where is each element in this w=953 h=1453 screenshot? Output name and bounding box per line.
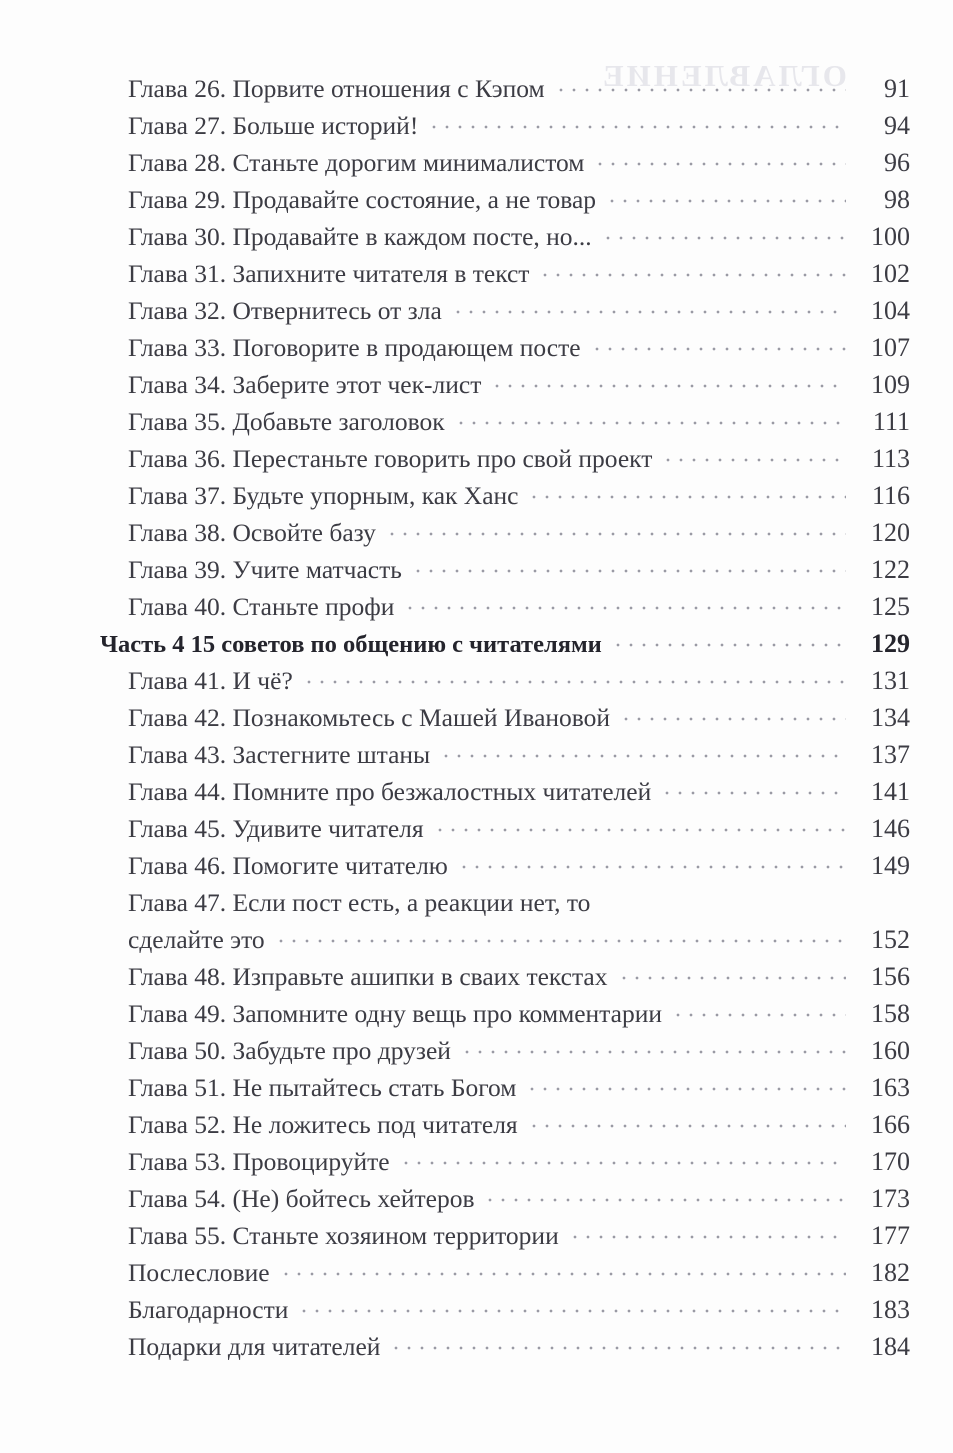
dot-leader — [532, 1123, 846, 1129]
toc-entry-label: Глава 31. Запихните читателя в текст — [128, 259, 530, 288]
toc-page-number: 129 — [871, 629, 910, 658]
dot-leader — [438, 827, 846, 833]
toc-entry-row[interactable] — [0, 1143, 953, 1180]
toc-entry-row[interactable] — [0, 773, 953, 810]
dot-leader — [598, 161, 846, 167]
toc-entry-row[interactable] — [0, 440, 953, 477]
page-showthrough-artifact: ОГЛАВЛЕНИЕ — [600, 58, 847, 93]
toc-page-number: 102 — [871, 259, 910, 288]
toc-entry-label: Благодарности — [128, 1295, 289, 1324]
toc-page-number: 156 — [871, 962, 910, 991]
toc-entry-label: Глава 36. Перестаньте говорить про свой проект — [128, 444, 653, 473]
toc-page-number: 120 — [871, 518, 910, 547]
toc-entry-label: Глава 48. Изправьте ашипки в сваих текстах — [128, 962, 608, 991]
toc-entry-row[interactable] — [0, 1291, 953, 1328]
dot-leader — [279, 938, 846, 944]
toc-entry-row[interactable] — [0, 662, 953, 699]
toc-entry-row[interactable] — [0, 1217, 953, 1254]
toc-entry-label: Глава 34. Заберите этот чек-лист — [128, 370, 482, 399]
dot-leader — [284, 1271, 846, 1277]
dot-leader — [666, 457, 846, 463]
toc-entry-row[interactable] — [0, 1328, 953, 1365]
dot-leader — [432, 124, 846, 130]
toc-entry-label: Глава 28. Станьте дорогим минималистом — [128, 148, 585, 177]
dot-leader — [390, 531, 846, 537]
toc-entry-label: Подарки для читателей — [128, 1332, 381, 1361]
toc-page-number: 149 — [871, 851, 910, 880]
toc-page-number: 183 — [871, 1295, 910, 1324]
dot-leader — [465, 1049, 846, 1055]
toc-page-number: 182 — [871, 1258, 910, 1287]
toc-entry-label: Глава 39. Учите матчасть — [128, 555, 402, 584]
dot-leader — [610, 198, 846, 204]
toc-entry-row[interactable] — [0, 1106, 953, 1143]
toc-entry-row[interactable] — [0, 107, 953, 144]
toc-entry-label: Глава 54. (Не) бойтесь хейтеров — [128, 1184, 475, 1213]
toc-entry-label: Глава 37. Будьте упорным, как Ханс — [128, 481, 519, 510]
toc-page-number: 98 — [884, 185, 910, 214]
toc-entry-label: Глава 29. Продавайте состояние, а не товар — [128, 185, 597, 214]
dot-leader — [543, 272, 846, 278]
toc-entry-row[interactable] — [0, 403, 953, 440]
dot-leader — [394, 1345, 846, 1351]
dot-leader — [616, 642, 846, 648]
dot-leader — [416, 568, 846, 574]
toc-entry-label: Глава 49. Запомните одну вещь про комментарии — [128, 999, 662, 1028]
toc-page-number: 160 — [871, 1036, 910, 1065]
dot-leader — [665, 790, 846, 796]
dot-leader — [532, 494, 846, 500]
toc-entry-label: Глава 43. Застегните штаны — [128, 740, 431, 769]
toc-entry-row[interactable] — [0, 884, 953, 921]
dot-leader — [456, 309, 846, 315]
toc-page-number: 91 — [884, 74, 910, 103]
toc-entry-row[interactable] — [0, 514, 953, 551]
dot-leader — [624, 716, 846, 722]
toc-entry-row[interactable] — [0, 1032, 953, 1069]
toc-page-number: 104 — [871, 296, 910, 325]
dot-leader — [495, 383, 846, 389]
toc-page-number: 137 — [871, 740, 910, 769]
toc-entry-row[interactable] — [0, 255, 953, 292]
dot-leader — [530, 1086, 846, 1092]
toc-entry-label: Глава 50. Забудьте про друзей — [128, 1036, 451, 1065]
toc-entry-row[interactable] — [0, 810, 953, 847]
toc-page-number: 158 — [871, 999, 910, 1028]
toc-entry-label: Глава 55. Станьте хозяином территории — [128, 1221, 559, 1250]
toc-entry-label: Глава 46. Помогите читателю — [128, 851, 448, 880]
dot-leader — [302, 1308, 846, 1314]
toc-entry-row[interactable] — [0, 699, 953, 736]
toc-entry-label: Глава 38. Освойте базу — [128, 518, 376, 547]
toc-entry-label: Глава 26. Порвите отношения с Кэпом — [128, 74, 545, 103]
toc-entry-row[interactable] — [0, 1254, 953, 1291]
toc-page-number: 134 — [871, 703, 910, 732]
toc-entry-row[interactable] — [0, 551, 953, 588]
toc-entry-row[interactable] — [0, 921, 953, 958]
dot-leader — [559, 87, 846, 93]
toc-entry-label: Глава 51. Не пытайтесь стать Богом — [128, 1073, 517, 1102]
toc-page-number: 125 — [871, 592, 910, 621]
toc-entry-row[interactable] — [0, 736, 953, 773]
toc-page-number: 166 — [871, 1110, 910, 1139]
toc-page-number: 111 — [872, 407, 910, 436]
toc-page-number: 184 — [871, 1332, 910, 1361]
dot-leader — [676, 1012, 846, 1018]
toc-page-number: 131 — [871, 666, 910, 695]
toc-entry-label: Глава 27. Больше историй! — [128, 111, 419, 140]
toc-page-number: 109 — [871, 370, 910, 399]
toc-page-number: 173 — [871, 1184, 910, 1213]
toc-page-number: 113 — [871, 444, 910, 473]
toc-entry-label: Глава 45. Удивите читателя — [128, 814, 424, 843]
toc-entry-label: сделайте это — [128, 925, 265, 954]
dot-leader — [307, 679, 846, 685]
toc-page-number: 100 — [871, 222, 910, 251]
toc-entry-label: Глава 47. Если пост есть, а реакции нет, то — [128, 888, 591, 917]
dot-leader — [622, 975, 847, 981]
toc-entry-row[interactable] — [0, 181, 953, 218]
toc-page-number: 122 — [871, 555, 910, 584]
dot-leader — [595, 346, 846, 352]
toc-entry-label: Глава 40. Станьте профи — [128, 592, 395, 621]
toc-entry-label: Глава 30. Продавайте в каждом посте, но... — [128, 222, 592, 251]
toc-entry-label: Послесловие — [128, 1258, 270, 1287]
toc-page-number: 141 — [871, 777, 910, 806]
toc-entry-row[interactable] — [0, 995, 953, 1032]
dot-leader — [462, 864, 846, 870]
toc-entry-row[interactable] — [0, 1180, 953, 1217]
toc-entry-row[interactable] — [0, 292, 953, 329]
toc-page-number: 163 — [871, 1073, 910, 1102]
toc-page-number: 146 — [871, 814, 910, 843]
dot-leader — [444, 753, 846, 759]
toc-entry-row[interactable] — [0, 366, 953, 403]
dot-leader — [573, 1234, 846, 1240]
toc-page-number: 177 — [871, 1221, 910, 1250]
toc-entry-row[interactable] — [0, 477, 953, 514]
toc-page-number: 107 — [871, 333, 910, 362]
toc-entry-label: Глава 52. Не ложитесь под читателя — [128, 1110, 518, 1139]
toc-entry-row[interactable] — [0, 958, 953, 995]
toc-entry-label: Глава 53. Провоцируйте — [128, 1147, 390, 1176]
toc-page-number: 170 — [871, 1147, 910, 1176]
toc-entry-label: Глава 35. Добавьте заголовок — [128, 407, 445, 436]
toc-entry-label: Часть 4 15 советов по общению с читателями — [100, 631, 602, 658]
toc-page-number: 116 — [871, 481, 910, 510]
toc-entry-label: Глава 33. Поговорите в продающем посте — [128, 333, 581, 362]
toc-entry-label: Глава 32. Отвернитесь от зла — [128, 296, 442, 325]
toc-entry-label: Глава 42. Познакомьтесь с Машей Ивановой — [128, 703, 611, 732]
toc-part-row[interactable] — [0, 625, 953, 662]
dot-leader — [606, 235, 846, 241]
toc-entry-row[interactable] — [0, 329, 953, 366]
toc-entry-row[interactable] — [0, 70, 953, 107]
toc-entry-row[interactable] — [0, 588, 953, 625]
dot-leader — [404, 1160, 846, 1166]
toc-entry-row[interactable] — [0, 1069, 953, 1106]
toc-page-number: 152 — [871, 925, 910, 954]
toc-entry-row[interactable] — [0, 218, 953, 255]
toc-entry-label: Глава 41. И чё? — [128, 666, 293, 695]
dot-leader — [408, 605, 846, 611]
toc-page-number: 94 — [884, 111, 910, 140]
toc-entry-label: Глава 44. Помните про безжалостных читателей — [128, 777, 652, 806]
toc-entry-row[interactable] — [0, 144, 953, 181]
dot-leader — [459, 420, 846, 426]
toc-page-number: 96 — [884, 148, 910, 177]
toc-entry-row[interactable] — [0, 847, 953, 884]
dot-leader — [488, 1197, 846, 1203]
